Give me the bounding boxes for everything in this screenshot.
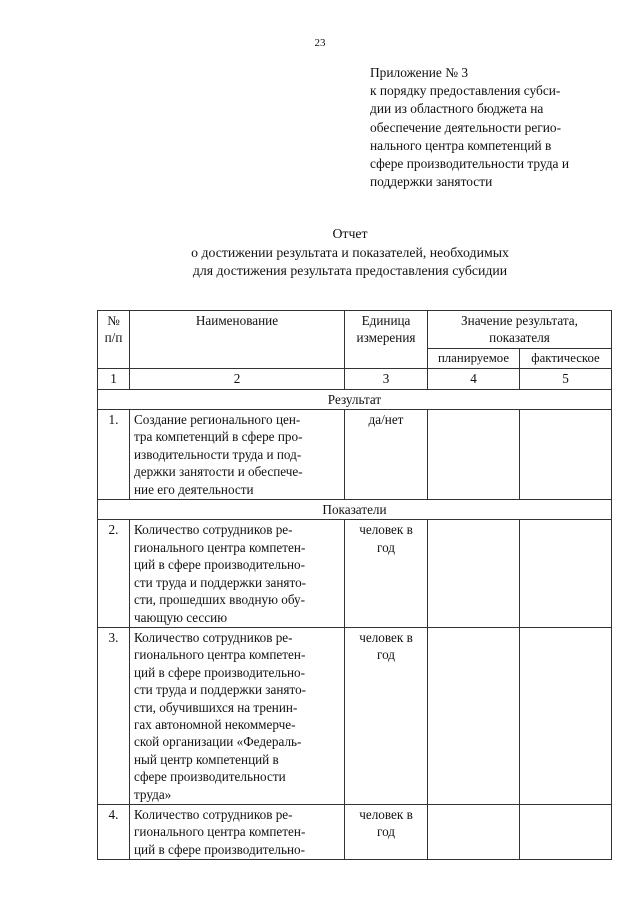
section-title: Показатели <box>98 500 612 520</box>
row-name-line: Количество сотрудников ре- <box>134 806 293 822</box>
report-title <box>0 225 640 281</box>
column-number: 4 <box>428 369 520 389</box>
row-num: 3. <box>98 627 130 804</box>
header-num-line: № <box>107 313 120 328</box>
appendix-line: нального центра компетенций в <box>370 137 552 153</box>
row-planned <box>428 410 520 500</box>
row-name-line: сти труда и поддержки занято- <box>134 682 307 698</box>
header-planned: планируемое <box>428 348 520 368</box>
row-name-line: гах автономной некоммерче- <box>134 716 296 732</box>
row-unit <box>345 627 428 804</box>
row-name-line: сти труда и поддержки занято- <box>134 574 307 590</box>
header-name: Наименование <box>130 311 345 369</box>
row-unit-line: да/нет <box>368 412 404 428</box>
row-num: 2. <box>98 520 130 627</box>
row-num: 4. <box>98 804 130 859</box>
row-name-line: Количество сотрудников ре- <box>134 629 293 645</box>
row-name <box>130 410 345 500</box>
page-number: 23 <box>314 37 326 49</box>
row-planned <box>428 520 520 627</box>
row-name-line: Количество сотрудников ре- <box>134 522 293 538</box>
report-table <box>97 310 612 860</box>
report-title-line: для достижения результата предоставления субсидии <box>192 263 508 278</box>
header-value-line: Значение результата, <box>461 313 578 328</box>
report-title-line: о достижении результата и показателей, необходимых <box>191 244 509 260</box>
row-unit <box>345 804 428 859</box>
row-name-line: ный центр компетенций в <box>134 751 279 767</box>
row-name-line: тра компетенций в сфере про- <box>134 429 303 445</box>
row-unit-line: год <box>376 539 395 555</box>
row-unit <box>345 410 428 500</box>
row-num: 1. <box>98 410 130 500</box>
row-name-line: гионального центра компетен- <box>134 824 306 840</box>
row-unit-line: человек в <box>359 806 413 822</box>
row-unit-line: год <box>376 647 395 663</box>
row-name-line: Создание регионального цен- <box>134 412 301 428</box>
table-row <box>98 627 612 804</box>
appendix-note <box>370 64 610 191</box>
row-name-line: ской организации «Федераль- <box>134 734 302 750</box>
header-value <box>428 311 612 349</box>
header-unit-line: Единица <box>361 313 411 328</box>
appendix-line: к порядку предоставления субси- <box>370 83 561 99</box>
row-name-line: сти, прошедших вводную обу- <box>134 592 306 608</box>
appendix-line: обеспечение деятельности регио- <box>370 119 562 135</box>
row-name-line: изводительности труда и под- <box>134 446 302 462</box>
row-name-line: ций в сфере производительно- <box>134 664 306 680</box>
row-name-line: сти, обучившихся на тренин- <box>134 699 298 715</box>
table-row <box>98 410 612 500</box>
section-title: Результат <box>98 389 612 409</box>
row-planned <box>428 804 520 859</box>
row-name <box>130 804 345 859</box>
row-actual <box>520 627 612 804</box>
row-name-line: гионального центра компетен- <box>134 539 306 555</box>
row-name-line: чающую сессию <box>134 609 228 625</box>
table-header-row <box>98 311 612 349</box>
row-name-line: ций в сфере производительно- <box>134 841 306 857</box>
row-actual <box>520 520 612 627</box>
header-unit <box>345 311 428 369</box>
row-actual <box>520 410 612 500</box>
row-name-line: сфере производительности <box>134 769 286 785</box>
section-row-result <box>98 389 612 409</box>
report-title-line: Отчет <box>332 226 368 241</box>
section-row-indicators <box>98 500 612 520</box>
row-unit-line: человек в <box>359 522 413 538</box>
row-planned <box>428 627 520 804</box>
row-name-line: труда» <box>134 786 172 802</box>
header-num <box>98 311 130 369</box>
column-numbers-row <box>98 369 612 389</box>
header-value-line: показателя <box>489 330 550 346</box>
row-name-line: ций в сфере производительно- <box>134 557 306 573</box>
row-name-line: ние его деятельности <box>134 481 254 497</box>
row-name <box>130 520 345 627</box>
row-name-line: держки занятости и обеспече- <box>134 464 303 480</box>
row-name <box>130 627 345 804</box>
row-actual <box>520 804 612 859</box>
row-unit-line: год <box>376 824 395 840</box>
column-number: 5 <box>520 369 612 389</box>
header-num-line: п/п <box>104 330 123 346</box>
column-number: 1 <box>98 369 130 389</box>
appendix-line: Приложение № 3 <box>370 65 469 80</box>
header-actual: фактическое <box>520 348 612 368</box>
column-number: 2 <box>130 369 345 389</box>
header-unit-line: измерения <box>356 330 416 346</box>
table-row <box>98 520 612 627</box>
row-name-line: гионального центра компетен- <box>134 647 306 663</box>
column-number: 3 <box>345 369 428 389</box>
row-unit-line: человек в <box>359 629 413 645</box>
appendix-line: дии из областного бюджета на <box>370 101 544 117</box>
row-unit <box>345 520 428 627</box>
appendix-line: сфере производительности труда и <box>370 156 569 172</box>
table-row <box>98 804 612 859</box>
appendix-line: поддержки занятости <box>370 174 493 190</box>
